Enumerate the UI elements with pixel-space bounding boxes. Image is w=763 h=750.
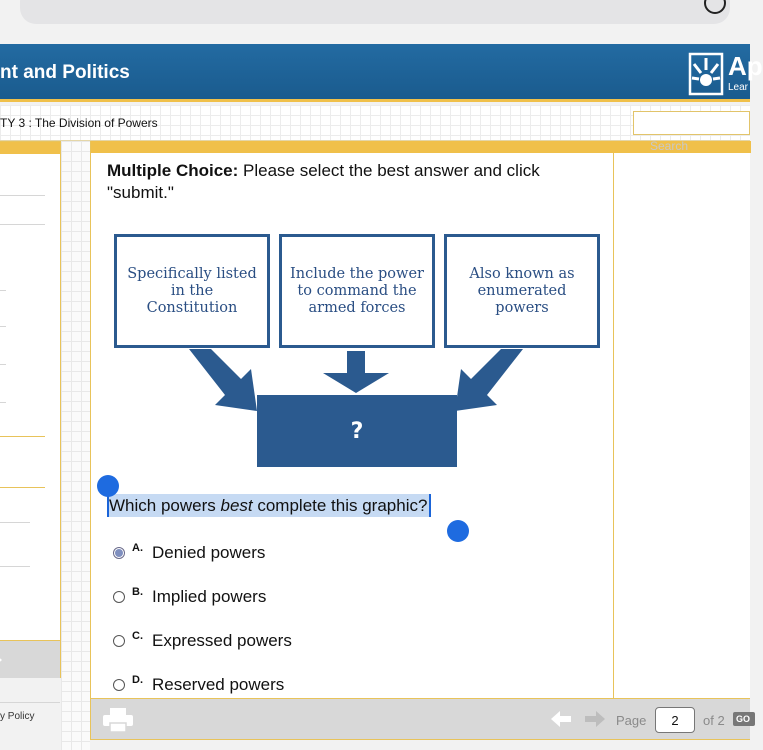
app-header (0, 44, 763, 102)
address-bar[interactable] (20, 0, 730, 24)
page-label: Page (616, 713, 647, 728)
instruction-text: Please select the best answer and click "submit." (107, 161, 540, 202)
option-text: Expressed powers (152, 631, 292, 650)
printer-icon[interactable] (103, 708, 133, 732)
option-text: Denied powers (152, 543, 266, 562)
footer-toolbar (90, 698, 750, 740)
question-instructions (107, 160, 607, 204)
answer-option-c[interactable] (113, 629, 292, 653)
radio-button[interactable] (113, 591, 125, 603)
sidebar-divider (0, 436, 45, 437)
graphic-box-middle: Include the power to command the armed forces (279, 234, 435, 348)
logo-sunburst-icon (690, 54, 722, 94)
option-letter: D. (132, 674, 143, 686)
stem-end: complete this graphic? (252, 496, 428, 515)
page-number-input[interactable] (655, 707, 695, 733)
sidebar-collapse-button[interactable] (0, 640, 60, 678)
sidebar-divider (0, 402, 6, 403)
logo-text: Ap (728, 51, 763, 81)
answer-option-d[interactable] (113, 673, 284, 697)
activity-sidebar (0, 141, 61, 678)
next-page-icon[interactable] (585, 711, 605, 727)
stem-emphasis: best (220, 496, 253, 515)
selected-text[interactable] (107, 494, 431, 517)
selection-end-handle[interactable] (447, 520, 469, 542)
sidebar-top-bar (0, 142, 60, 154)
option-text: Implied powers (152, 587, 267, 606)
grid-gutter (61, 141, 90, 750)
option-letter: A. (132, 542, 143, 554)
sidebar-divider (0, 326, 6, 327)
instruction-label: Multiple Choice: (107, 161, 239, 180)
go-button[interactable]: GO (733, 712, 755, 726)
stem-start: Which powers (109, 496, 221, 515)
search-label: Search (650, 139, 689, 153)
graphic-box-left: Specifically listed in the Constitution (114, 234, 270, 348)
question-stem (107, 496, 431, 516)
arrow-left-icon (189, 349, 257, 411)
sidebar-divider (0, 364, 6, 365)
search-input[interactable] (633, 111, 750, 135)
browser-bar (0, 0, 750, 44)
privacy-policy-link[interactable]: y Policy (0, 711, 35, 722)
option-letter: B. (132, 586, 143, 598)
sidebar-divider (0, 566, 30, 567)
selection-start-handle[interactable] (97, 475, 119, 497)
arrow-down-icon (323, 351, 389, 393)
radio-button[interactable] (113, 635, 125, 647)
apex-logo (690, 51, 763, 96)
content-divider (613, 153, 614, 698)
sidebar-divider (0, 522, 30, 523)
answer-option-b[interactable] (113, 585, 266, 609)
breadcrumb-bar (0, 105, 750, 141)
sidebar-divider (0, 290, 6, 291)
radio-button[interactable] (113, 547, 125, 559)
breadcrumb: TY 3 : The Division of Powers (0, 116, 158, 130)
option-letter: C. (132, 630, 143, 642)
radio-button[interactable] (113, 679, 125, 691)
graphic-answer-box: ? (257, 395, 457, 467)
question-panel (90, 141, 750, 698)
arrow-right-icon (455, 349, 523, 411)
graphic-box-right: Also known as enumerated powers (444, 234, 600, 348)
answer-option-a[interactable] (113, 541, 265, 565)
course-title: nt and Politics (0, 62, 130, 83)
logo-subtext: Lear (728, 82, 749, 93)
page-total: of 2 (703, 713, 725, 728)
footer-divider (0, 702, 60, 703)
option-text: Reserved powers (152, 675, 285, 694)
sidebar-divider (0, 487, 45, 488)
previous-page-icon[interactable] (551, 711, 571, 727)
powers-graphic (111, 231, 601, 471)
sidebar-divider (0, 224, 45, 225)
sidebar-divider (0, 195, 45, 196)
